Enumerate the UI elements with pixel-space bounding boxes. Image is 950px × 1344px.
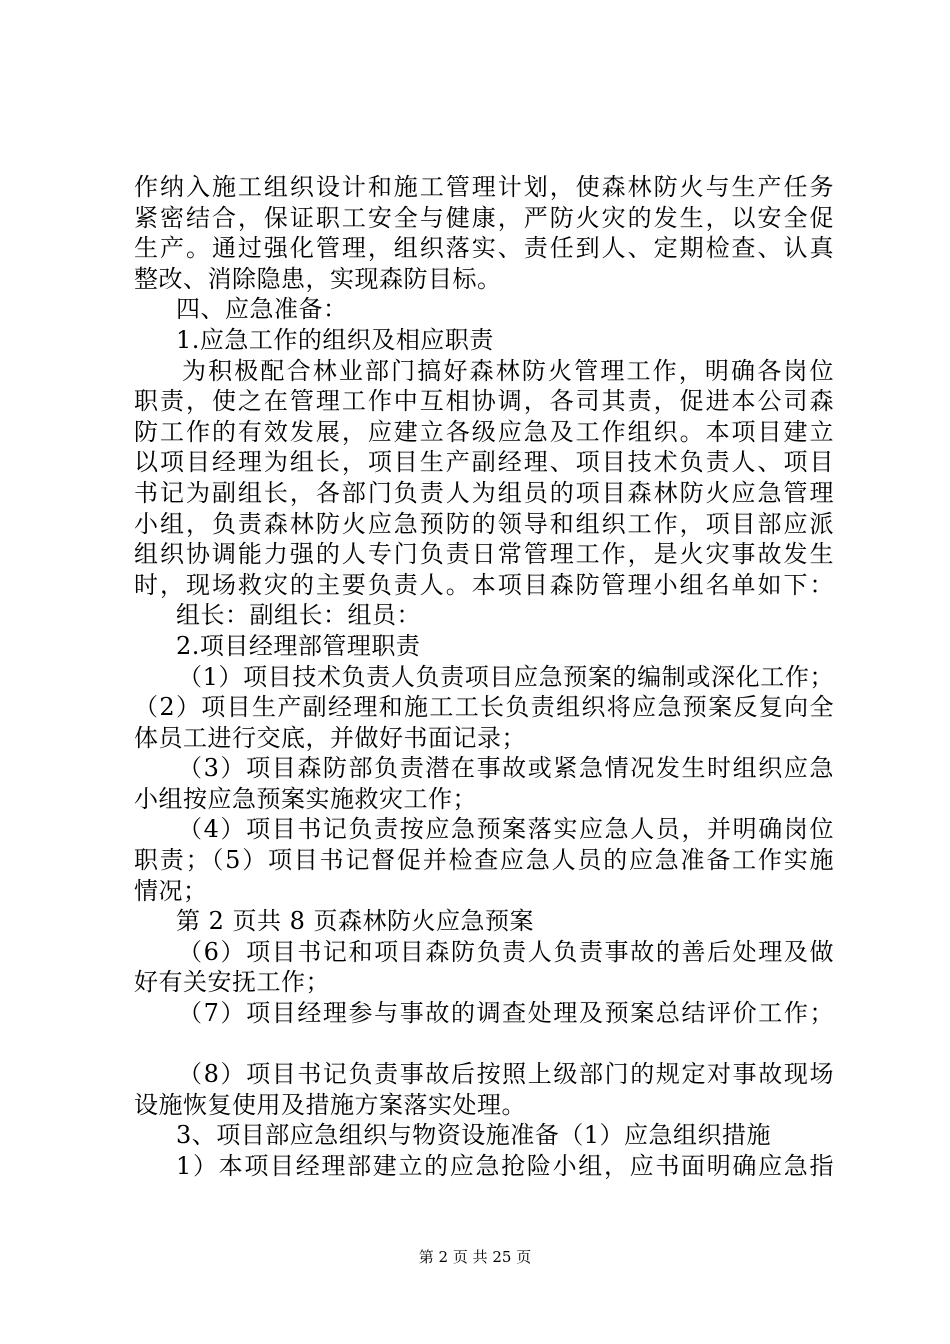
text-line: 整改、消除隐患，实现森防目标。 bbox=[134, 264, 502, 293]
text-line: 组织协调能力强的人专门负责日常管理工作，是火灾事故发生 bbox=[134, 540, 834, 569]
text-line: 2.项目经理部管理职责 bbox=[176, 631, 421, 660]
text-line: 好有关安抚工作； bbox=[134, 968, 330, 997]
text-line: 四、应急准备： bbox=[176, 295, 348, 324]
text-line: 情况； bbox=[134, 876, 208, 905]
text-line: 体员工进行交底，并做好书面记录； bbox=[134, 723, 526, 752]
text-line: 生产。通过强化管理，组织落实、责任到人、定期检查、认真 bbox=[134, 234, 834, 263]
text-line: 以项目经理为组长，项目生产副经理、项目技术负责人、项目 bbox=[134, 448, 834, 477]
text-line: 3、项目部应急组织与物资设施准备（1）应急组织措施 bbox=[176, 1121, 772, 1150]
text-line: 作纳入施工组织设计和施工管理计划，使森林防火与生产任务 bbox=[134, 173, 834, 201]
text-line: （8）项目书记负责事故后按照上级部门的规定对事故现场 bbox=[178, 1060, 834, 1089]
text-line: （2）项目生产副经理和施工工长负责组织将应急预案反复向全 bbox=[134, 693, 834, 722]
text-line: （7）项目经理参与事故的调查处理及预案总结评价工作； bbox=[178, 999, 834, 1028]
text-line: （1）项目技术负责人负责项目应急预案的编制或深化工作； bbox=[178, 662, 834, 691]
text-line: 职责，使之在管理工作中互相协调，各司其责，促进本公司森 bbox=[134, 387, 834, 416]
text-line: 组长：副组长：组员： bbox=[176, 601, 421, 630]
text-line: 紧密结合，保证职工安全与健康，严防火灾的发生，以安全促 bbox=[134, 203, 834, 232]
text-line: 1.应急工作的组织及相应职责 bbox=[176, 325, 494, 354]
text-line: 第 2 页共 8 页森林防火应急预案 bbox=[176, 907, 535, 936]
text-line bbox=[134, 1029, 834, 1060]
text-line: 书记为副组长，各部门负责人为组员的项目森林防火应急管理 bbox=[134, 478, 834, 507]
text-line: 小组按应急预案实施救灾工作； bbox=[134, 784, 477, 813]
text-line: （6）项目书记和项目森防负责人负责事故的善后处理及做 bbox=[178, 937, 834, 966]
text-line: 时，现场救灾的主要负责人。本项目森防管理小组名单如下： bbox=[134, 570, 834, 599]
text-line: 设施恢复使用及措施方案落实处理。 bbox=[134, 1090, 526, 1119]
text-line: 职责；（5）项目书记督促并检查应急人员的应急准备工作实施 bbox=[134, 846, 834, 875]
document-body bbox=[134, 172, 834, 1182]
text-line: （3）项目森防部负责潜在事故或紧急情况发生时组织应急 bbox=[178, 754, 834, 783]
text-line: 1）本项目经理部建立的应急抢险小组，应书面明确应急指 bbox=[176, 1152, 834, 1180]
text-line: 小组，负责森林防火应急预防的领导和组织工作，项目部应派 bbox=[134, 509, 834, 538]
text-line: 为积极配合林业部门搞好森林防火管理工作，明确各岗位 bbox=[182, 356, 834, 385]
text-line: （4）项目书记负责按应急预案落实应急人员，并明确岗位 bbox=[178, 815, 834, 844]
page-footer: 第 2 页 共 25 页 bbox=[418, 1248, 532, 1266]
text-line: 防工作的有效发展，应建立各级应急及工作组织。本项目建立 bbox=[134, 417, 834, 446]
